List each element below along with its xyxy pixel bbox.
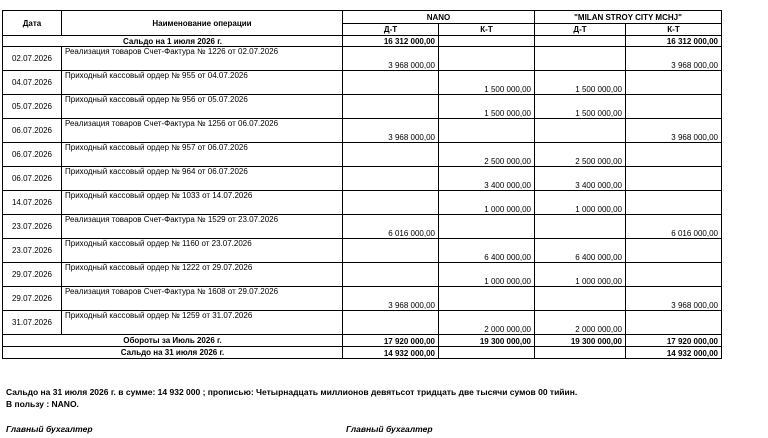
row-date: 23.07.2026	[3, 215, 62, 239]
table-row	[3, 95, 722, 119]
row-p1-debit: 3 968 000,00	[343, 287, 439, 311]
signature-chief-accountant-left: Главный бухгалтер	[6, 424, 93, 434]
row-operation: Приходный кассовый ордер № 956 от 05.07.2026	[62, 95, 343, 119]
header-party-milan: "MILAN STROY CITY MCHJ"	[535, 11, 722, 24]
row-p2-debit: 1 000 000,00	[535, 191, 626, 215]
row-p1-credit: 2 000 000,00	[439, 311, 535, 335]
row-p1-debit	[343, 191, 439, 215]
row-p1-credit	[439, 119, 535, 143]
row-p2-debit: 1 500 000,00	[535, 95, 626, 119]
closing-label: Сальдо на 31 июля 2026 г.	[3, 347, 343, 359]
row-operation: Приходный кассовый ордер № 1259 от 31.07.2026	[62, 311, 343, 335]
row-operation: Приходный кассовый ордер № 957 от 06.07.2026	[62, 143, 343, 167]
row-p1-debit: 6 016 000,00	[343, 215, 439, 239]
row-date: 29.07.2026	[3, 287, 62, 311]
opening-p2-credit: 16 312 000,00	[626, 36, 722, 47]
table-row	[3, 215, 722, 239]
row-date: 04.07.2026	[3, 71, 62, 95]
row-p1-debit	[343, 143, 439, 167]
row-operation: Приходный кассовый ордер № 1160 от 23.07.2026	[62, 239, 343, 263]
table-row	[3, 191, 722, 215]
opening-label: Сальдо на 1 июля 2026 г.	[3, 36, 343, 47]
row-p2-credit	[626, 143, 722, 167]
row-p1-credit	[439, 287, 535, 311]
row-p2-credit	[626, 239, 722, 263]
row-p1-credit	[439, 47, 535, 71]
opening-p1-debit: 16 312 000,00	[343, 36, 439, 47]
row-p1-debit	[343, 311, 439, 335]
row-p2-credit	[626, 95, 722, 119]
row-date: 14.07.2026	[3, 191, 62, 215]
row-operation: Приходный кассовый ордер № 1033 от 14.07.2026	[62, 191, 343, 215]
turnover-p1-debit: 17 920 000,00	[343, 335, 439, 347]
table-row	[3, 71, 722, 95]
table-row	[3, 263, 722, 287]
row-date: 31.07.2026	[3, 311, 62, 335]
row-p1-debit	[343, 95, 439, 119]
row-p1-credit: 1 000 000,00	[439, 191, 535, 215]
header-party-nano: NANO	[343, 11, 535, 24]
row-date: 29.07.2026	[3, 263, 62, 287]
header-p1-debit: Д-Т	[343, 24, 439, 36]
row-p1-debit	[343, 167, 439, 191]
row-operation: Реализация товаров Счет-Фактура № 1608 от 29.07.2026	[62, 287, 343, 311]
row-p2-debit: 6 400 000,00	[535, 239, 626, 263]
row-date: 23.07.2026	[3, 239, 62, 263]
row-date: 05.07.2026	[3, 95, 62, 119]
row-date: 06.07.2026	[3, 119, 62, 143]
row-operation: Реализация товаров Счет-Фактура № 1529 от 23.07.2026	[62, 215, 343, 239]
turnover-p1-credit: 19 300 000,00	[439, 335, 535, 347]
row-p1-credit: 3 400 000,00	[439, 167, 535, 191]
closing-p2-credit: 14 932 000,00	[626, 347, 722, 359]
row-p2-credit: 3 968 000,00	[626, 287, 722, 311]
closing-p1-debit: 14 932 000,00	[343, 347, 439, 359]
table-row	[3, 287, 722, 311]
row-operation: Приходный кассовый ордер № 1222 от 29.07.2026	[62, 263, 343, 287]
row-p2-debit: 1 000 000,00	[535, 263, 626, 287]
row-p1-debit: 3 968 000,00	[343, 47, 439, 71]
row-p1-credit: 1 500 000,00	[439, 71, 535, 95]
header-row-parties	[3, 11, 722, 24]
table-row	[3, 167, 722, 191]
row-p2-credit: 3 968 000,00	[626, 119, 722, 143]
turnover-label: Обороты за Июль 2026 г.	[3, 335, 343, 347]
row-p2-debit: 3 400 000,00	[535, 167, 626, 191]
row-p1-credit: 1 500 000,00	[439, 95, 535, 119]
row-p1-credit: 1 000 000,00	[439, 263, 535, 287]
row-operation: Приходный кассовый ордер № 955 от 04.07.2026	[62, 71, 343, 95]
table-body	[3, 11, 722, 359]
balance-in-favor: В пользу : NANO.	[6, 399, 79, 409]
row-date: 06.07.2026	[3, 167, 62, 191]
row-p1-credit: 6 400 000,00	[439, 239, 535, 263]
turnover-p2-debit: 19 300 000,00	[535, 335, 626, 347]
row-operation: Реализация товаров Счет-Фактура № 1256 от 06.07.2026	[62, 119, 343, 143]
row-p2-credit: 3 968 000,00	[626, 47, 722, 71]
row-p2-credit	[626, 71, 722, 95]
header-operation: Наименование операции	[62, 11, 343, 36]
closing-p2-debit	[535, 347, 626, 359]
turnover-p2-credit: 17 920 000,00	[626, 335, 722, 347]
header-p2-credit: К-Т	[626, 24, 722, 36]
row-date: 06.07.2026	[3, 143, 62, 167]
table-row	[3, 47, 722, 71]
opening-balance-row	[3, 36, 722, 47]
row-operation: Приходный кассовый ордер № 964 от 06.07.2026	[62, 167, 343, 191]
opening-p1-credit	[439, 36, 535, 47]
row-p2-debit	[535, 47, 626, 71]
row-operation: Реализация товаров Счет-Фактура № 1226 от 02.07.2026	[62, 47, 343, 71]
row-p2-credit	[626, 311, 722, 335]
closing-balance-row	[3, 347, 722, 359]
row-p1-debit	[343, 239, 439, 263]
header-p1-credit: К-Т	[439, 24, 535, 36]
row-p1-credit: 2 500 000,00	[439, 143, 535, 167]
opening-p2-debit	[535, 36, 626, 47]
turnover-row	[3, 335, 722, 347]
row-p2-debit	[535, 287, 626, 311]
table-row	[3, 239, 722, 263]
row-date: 02.07.2026	[3, 47, 62, 71]
row-p1-debit: 3 968 000,00	[343, 119, 439, 143]
row-p1-debit	[343, 263, 439, 287]
row-p2-credit	[626, 191, 722, 215]
row-p2-debit: 2 000 000,00	[535, 311, 626, 335]
row-p2-debit: 2 500 000,00	[535, 143, 626, 167]
row-p2-credit	[626, 263, 722, 287]
header-date: Дата	[3, 11, 62, 36]
closing-p1-credit	[439, 347, 535, 359]
table-row	[3, 143, 722, 167]
table-row	[3, 311, 722, 335]
balance-summary: Сальдо на 31 июля 2026 г. в сумме: 14 932 000 ; прописью: Четырнадцать миллионов девятьсот тридцать две тысячи сумов 00 тийин.	[6, 387, 578, 397]
row-p1-debit	[343, 71, 439, 95]
row-p2-debit: 1 500 000,00	[535, 71, 626, 95]
reconciliation-table	[2, 10, 722, 359]
row-p2-debit	[535, 119, 626, 143]
row-p2-credit	[626, 167, 722, 191]
header-p2-debit: Д-Т	[535, 24, 626, 36]
table-row	[3, 119, 722, 143]
row-p2-credit: 6 016 000,00	[626, 215, 722, 239]
row-p1-credit	[439, 215, 535, 239]
signature-chief-accountant-right: Главный бухгалтер	[346, 424, 433, 434]
row-p2-debit	[535, 215, 626, 239]
